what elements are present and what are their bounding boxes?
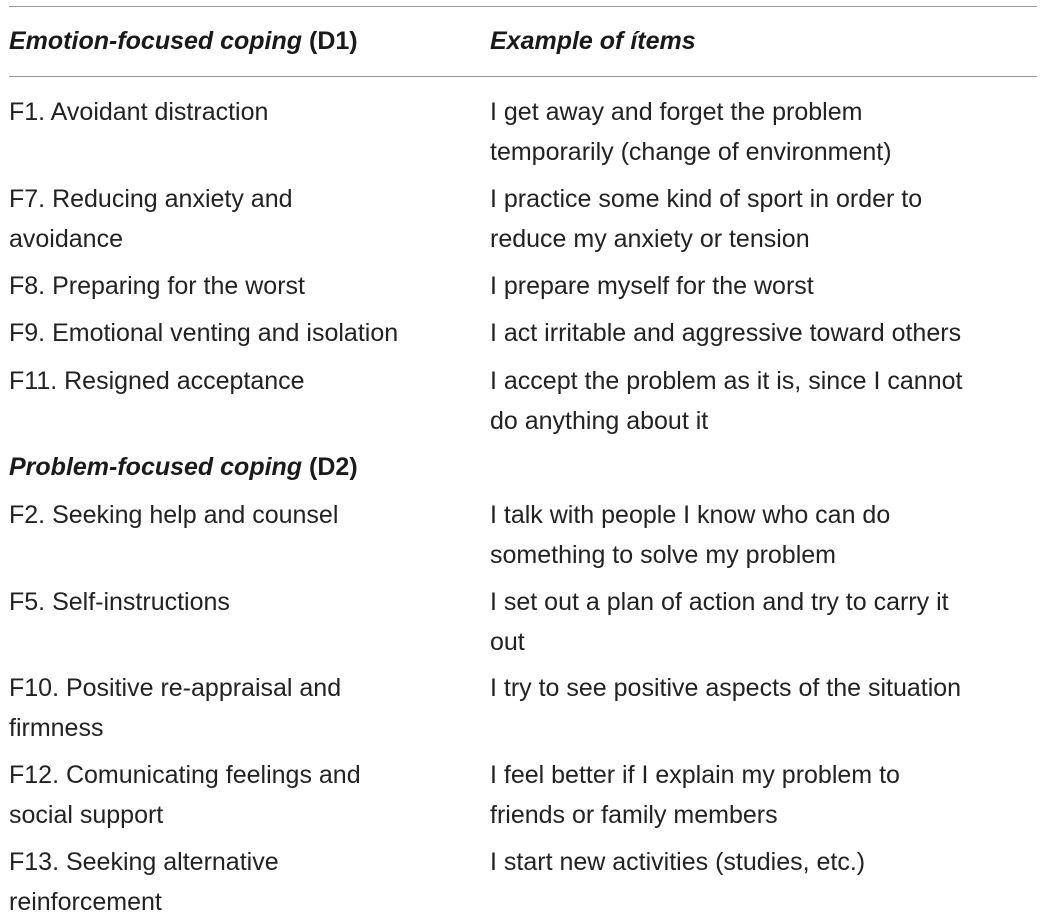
factor-text: F8. Preparing for the worst (9, 272, 305, 300)
example-text: out (490, 628, 525, 656)
example-cell (490, 92, 892, 172)
example-cell (490, 842, 865, 882)
example-text: I get away and forget the problem (490, 98, 863, 126)
factor-text: social support (9, 801, 164, 829)
header-dimension-code: (D1) (302, 27, 358, 55)
example-cell (490, 179, 922, 259)
factor-cell (9, 92, 268, 132)
factor-cell (9, 266, 305, 306)
factor-text: F12. Comunicating feelings and (9, 761, 361, 789)
factor-text: F1. Avoidant distraction (9, 98, 269, 126)
factor-text: reinforcement (9, 888, 162, 916)
example-text: I set out a plan of action and try to carry it (490, 588, 949, 616)
example-cell (490, 313, 961, 353)
top-rule (9, 6, 1037, 7)
example-cell (490, 361, 962, 441)
example-cell (490, 755, 900, 835)
example-text: something to solve my problem (490, 541, 836, 569)
factor-text: F10. Positive re-appraisal and (9, 674, 342, 702)
factor-cell (9, 495, 338, 535)
factor-text: avoidance (9, 225, 123, 253)
factor-cell (9, 842, 279, 922)
example-cell (490, 582, 949, 662)
factor-text: firmness (9, 714, 104, 742)
factor-cell (9, 361, 305, 401)
example-text: reduce my anxiety or tension (490, 225, 810, 253)
example-text: friends or family members (490, 801, 778, 829)
factor-cell (9, 313, 398, 353)
example-text: I try to see positive aspects of the situation (490, 674, 962, 702)
factor-cell (9, 755, 361, 835)
example-text: I start new activities (studies, etc.) (490, 848, 866, 876)
example-text: temporarily (change of environment) (490, 138, 892, 166)
factor-text: F13. Seeking alternative (9, 848, 279, 876)
example-text: I practice some kind of sport in order to (490, 185, 923, 213)
header-dimension-label: Emotion-focused coping (9, 27, 303, 55)
example-text: I accept the problem as it is, since I cannot (490, 367, 963, 395)
section-code: (D2) (302, 453, 358, 481)
factor-text: F5. Self-instructions (9, 588, 230, 616)
example-text: I feel better if I explain my problem to (490, 761, 900, 789)
example-text: I talk with people I know who can do (490, 501, 891, 529)
header-dimension (9, 24, 358, 58)
example-text: I prepare myself for the worst (490, 272, 814, 300)
factor-cell (9, 668, 341, 748)
section-heading-problem-focused (9, 447, 358, 487)
factor-text: F2. Seeking help and counsel (9, 501, 339, 529)
example-cell (490, 668, 961, 708)
example-text: I act irritable and aggressive toward others (490, 319, 962, 347)
header-examples-label: Example of ítems (490, 27, 696, 55)
factor-text: F11. Resigned acceptance (9, 367, 305, 395)
example-text: do anything about it (490, 407, 709, 435)
section-title: Problem-focused coping (9, 453, 303, 481)
factor-cell (9, 582, 230, 622)
header-examples (490, 24, 696, 58)
header-rule (9, 76, 1037, 77)
example-cell (490, 495, 890, 575)
factor-text: F9. Emotional venting and isolation (9, 319, 399, 347)
factor-text: F7. Reducing anxiety and (9, 185, 293, 213)
factor-cell (9, 179, 293, 259)
example-cell (490, 266, 814, 306)
